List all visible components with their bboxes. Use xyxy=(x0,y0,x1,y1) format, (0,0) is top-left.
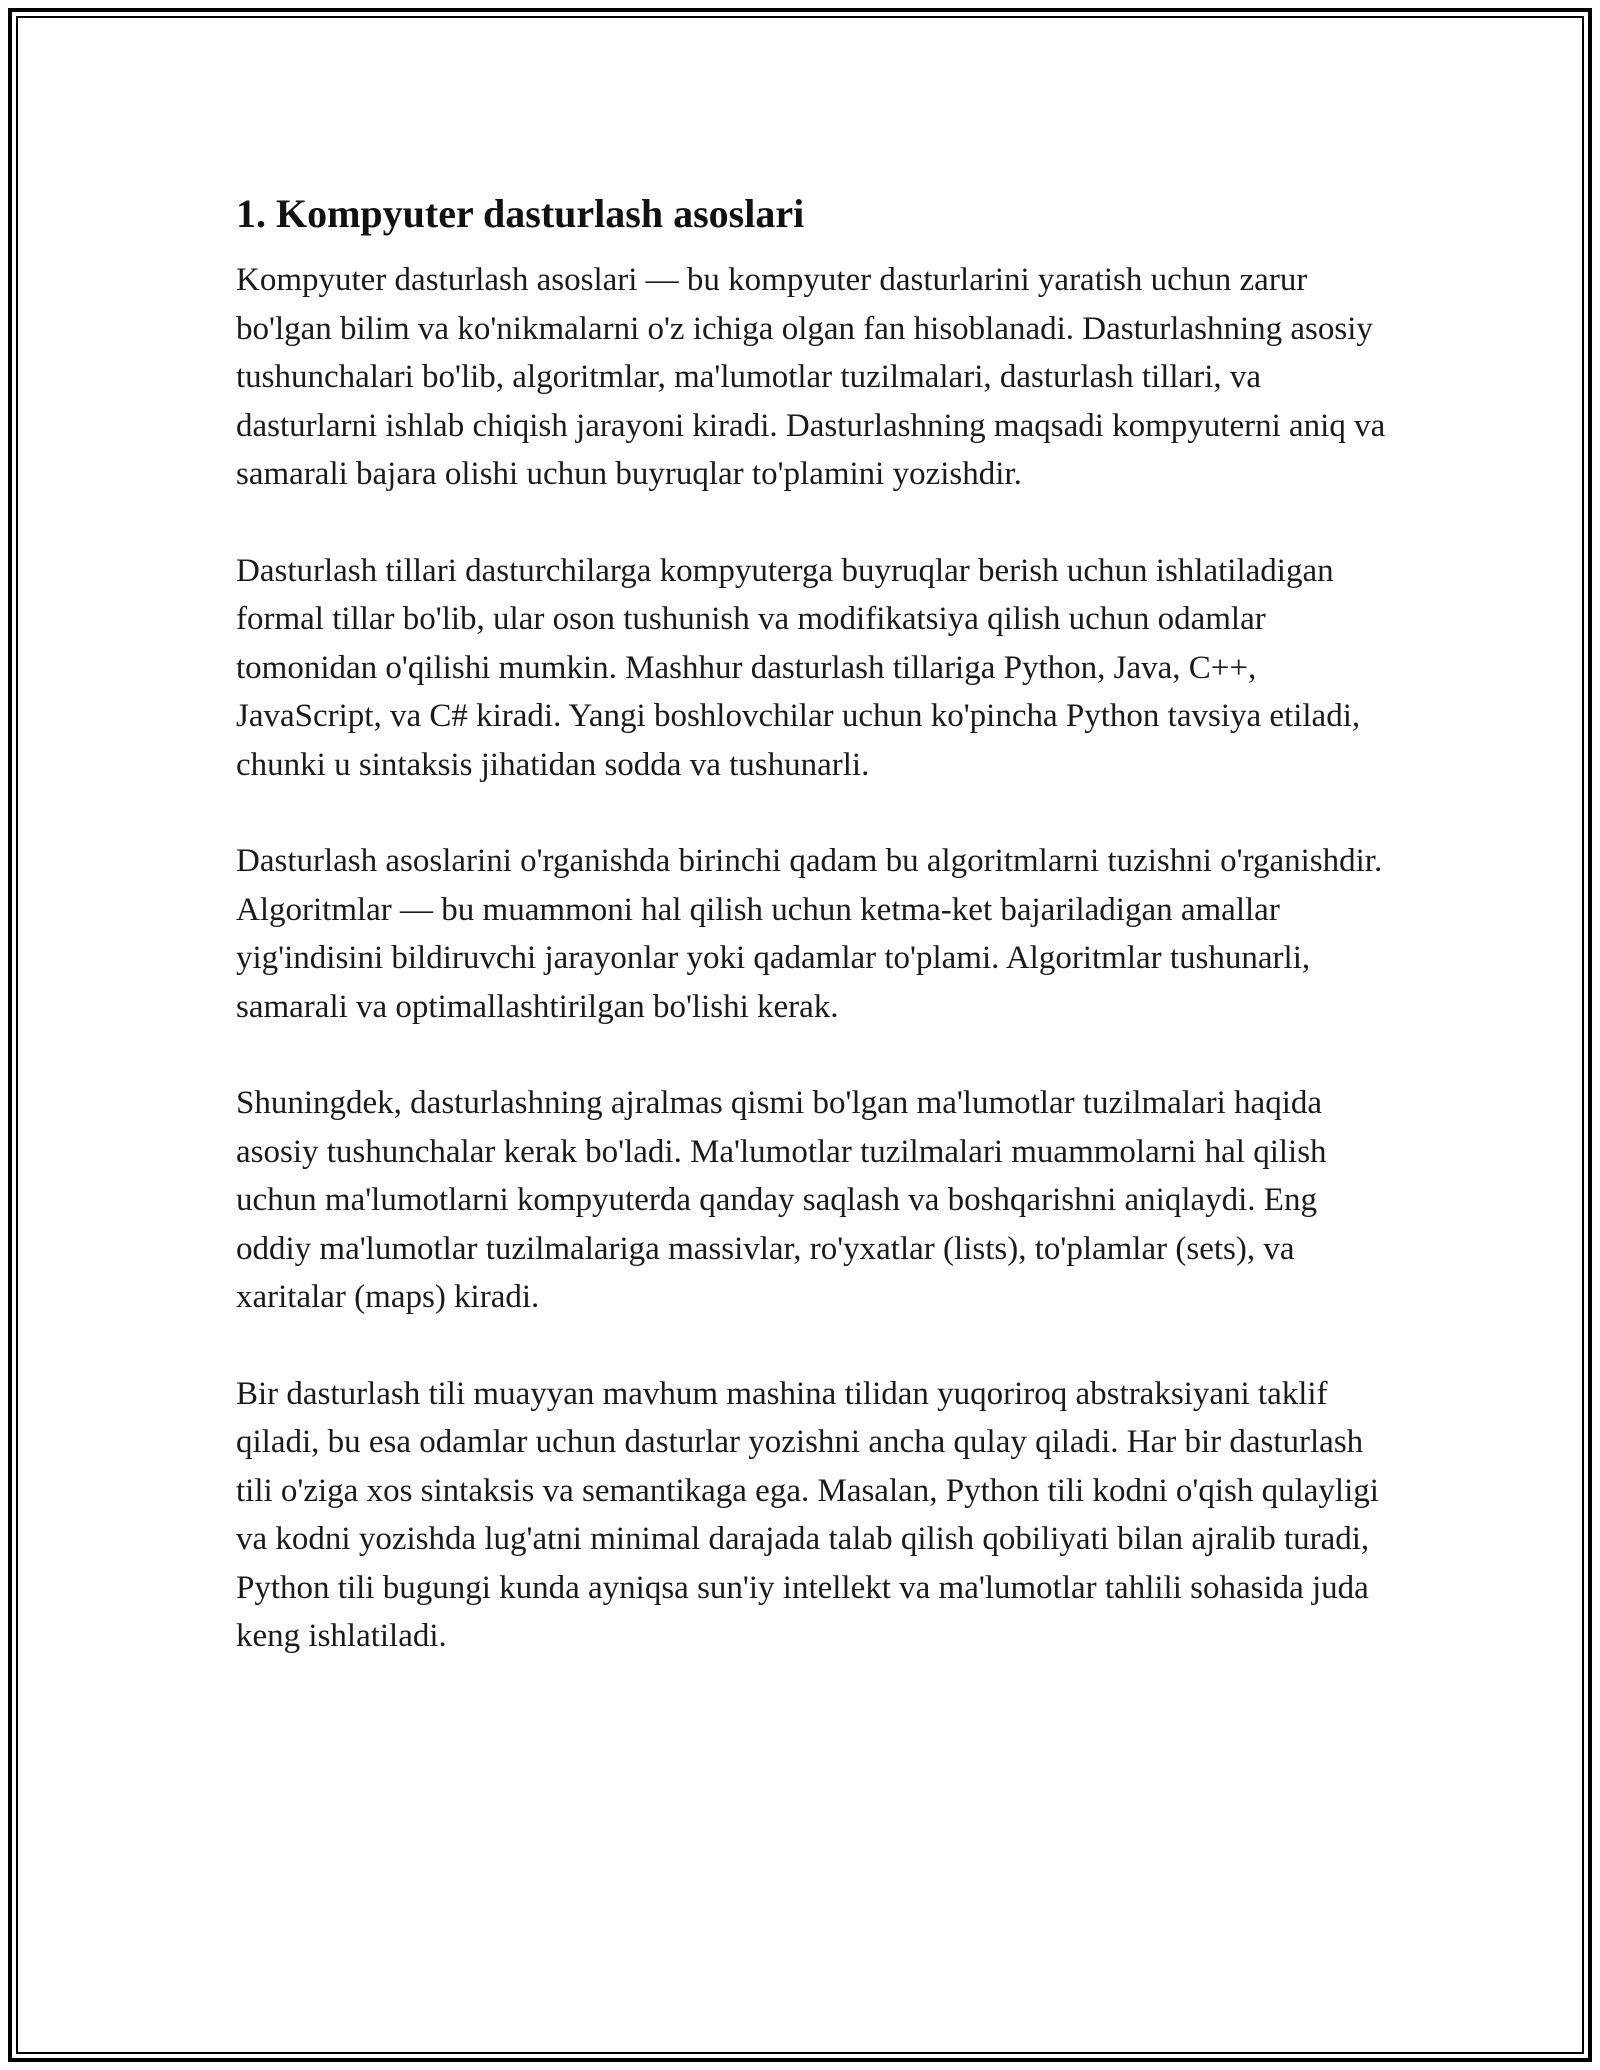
paragraph-2: Dasturlash tillari dasturchilarga kompyuterga buyruqlar berish uchun ishlatiladigan formal tillar bo'lib, ular oson tushunish va modifikatsiya qilish uchun odamlar tomonidan o'qilishi mumkin. Mashhur dasturlash tillariga Python, Java, C++, JavaScript, va C# kiradi. Yangi boshlovchilar uchun ko'pincha Python tavsiya etiladi, chunki u sintaksis jihatidan sodda va tushunarli. xyxy=(236,552,1361,783)
document-body xyxy=(236,186,1386,1709)
paragraph-4: Shuningdek, dasturlashning ajralmas qismi bo'lgan ma'lumotlar tuzilmalari haqida asosiy tushunchalar kerak bo'ladi. Ma'lumotlar tuzilmalari muammolarni hal qilish uchun ma'lumotlarni kompyuterda qanday saqlash va boshqarishni aniqlaydi. Eng oddiy ma'lumotlar tuzilmalariga massivlar, ro'yxatlar (lists), to'plamlar (sets), va xaritalar (maps) kiradi. xyxy=(236,1085,1327,1315)
paragraph-3: Dasturlash asoslarini o'rganishda birinchi qadam bu algoritmlarni tuzishni o'rganishdir. Algoritmlar — bu muammoni hal qilish uchun ketma-ket bajariladigan amallar yig'indisini bildiruvchi jarayonlar yoki qadamlar to'plami. Algoritmlar tushunarli, samarali va optimallashtirilgan bo'lishi kerak. xyxy=(236,843,1383,1025)
document-title: 1. Kompyuter dasturlash asoslari xyxy=(236,191,805,236)
paragraph-5: Bir dasturlash tili muayyan mavhum mashina tilidan yuqoriroq abstraksiyani taklif qiladi, bu esa odamlar uchun dasturlar yozishni ancha qulay qiladi. Har bir dasturlash tili o'ziga xos sintaksis va semantikaga ega. Masalan, Python tili kodni o'qish qulayligi va kodni yozishda lug'atni minimal darajada talab qilish qobiliyati bilan ajralib turadi, Python tili bugungi kunda ayniqsa sun'iy intellekt va ma'lumotlar tahlili sohasida juda keng ishlatiladi. xyxy=(236,1375,1379,1654)
paragraph-1: Kompyuter dasturlash asoslari — bu kompyuter dasturlarini yaratish uchun zarur bo'lgan bilim va ko'nikmalarni o'z ichiga olgan fan hisoblanadi. Dasturlashning asosiy tushunchalari bo'lib, algoritmlar, ma'lumotlar tuzilmalari, dasturlash tillari, va dasturlarni ishlab chiqish jarayoni kiradi. Dasturlashning maqsadi kompyuterni aniq va samarali bajara olishi uchun buyruqlar to'plamini yozishdir. xyxy=(236,262,1386,492)
